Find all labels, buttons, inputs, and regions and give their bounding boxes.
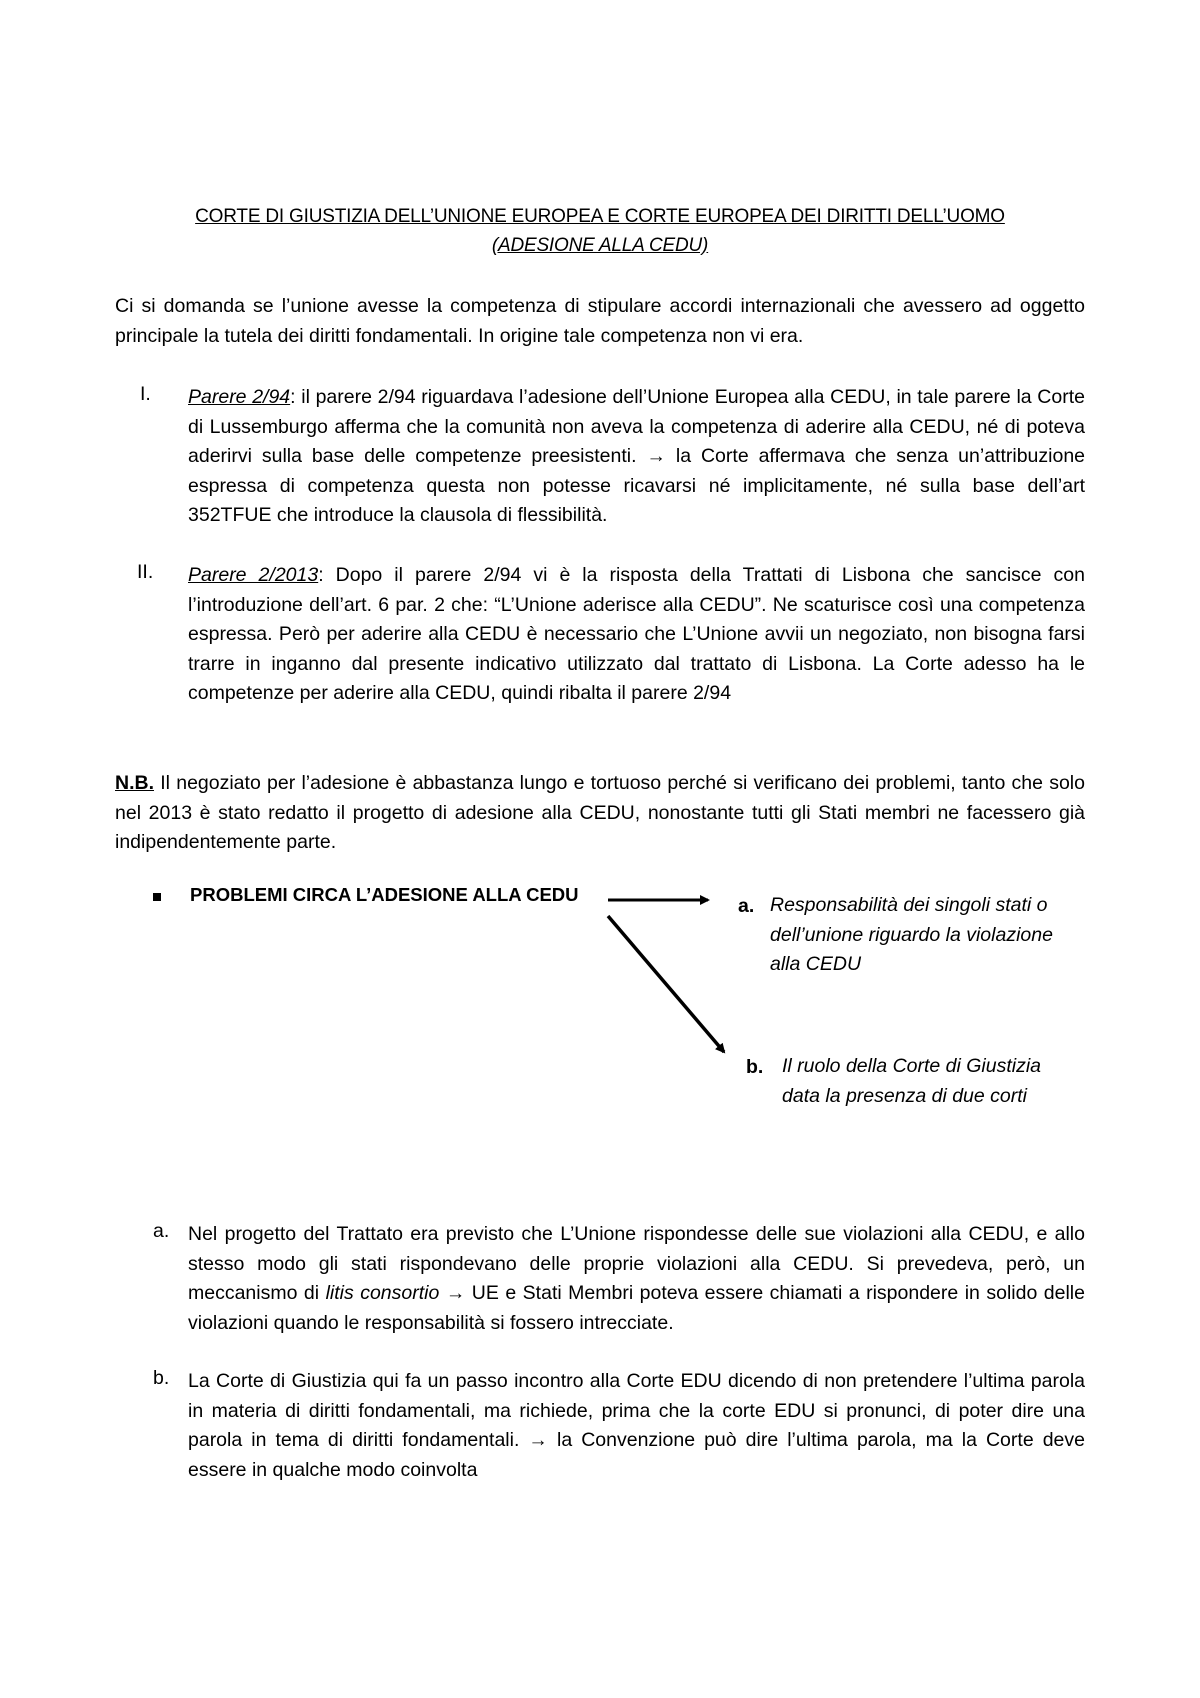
answer-b-marker: b.	[153, 1367, 170, 1389]
item-text: : il parere 2/94 riguardava l’adesione dell’Unione Europea alla CEDU, in tale parere la Corte di Lussemburgo afferma che la comunità non aveva la competenza di aderire alla CEDU, né di poteva aderirvi sulla base delle competenze preesistenti.	[188, 386, 1085, 467]
arrow-icon: →	[519, 1429, 557, 1451]
document-title: CORTE DI GIUSTIZIA DELL’UNIONE EUROPEA E CORTE EUROPEA DEI DIRITTI DELL’UOMO	[195, 206, 1005, 227]
document-subtitle: (ADESIONE ALLA CEDU)	[491, 235, 709, 256]
answer-italic: litis consortio	[325, 1282, 440, 1304]
answer-text-continued: la Convenzione può dire l’ultima parola, ma la Corte deve essere in qualche modo coinvolta	[188, 1429, 1085, 1481]
arrow-diagonal-icon	[608, 916, 724, 1052]
answer-text: Nel progetto del Trattato era previsto che L’Unione rispondesse delle sue violazioni alla CEDU, e allo stesso modo gli stati rispondevano delle proprie violazioni alla CEDU. Si prevedeva, però, un meccanismo di	[188, 1223, 1085, 1304]
answer-a	[188, 1220, 1085, 1338]
problem-a-label: a.	[738, 895, 755, 917]
problem-a-text: Responsabilità dei singoli stati o dell’unione riguardo la violazione alla CEDU	[770, 894, 1053, 975]
nb-label: N.B.	[115, 772, 154, 794]
problems-heading: PROBLEMI CIRCA L’ADESIONE ALLA CEDU	[190, 884, 579, 905]
answer-text-continued: UE e Stati Membri poteva essere chiamati a rispondere in solido delle violazioni quando le responsabilità si fossero intrecciate.	[188, 1282, 1085, 1334]
intro-paragraph: Ci si domanda se l’unione avesse la competenza di stipulare accordi internazionali che avessero ad oggetto principale la tutela dei diritti fondamentali. In origine tale competenza non vi era.	[115, 295, 1085, 347]
item-text-continued: la Corte affermava che senza un’attribuzione espressa di competenza questa non potesse ricavarsi né implicitamente, né sulla base dell’art 352TFUE che introduce la clausola di flessibilità.	[188, 445, 1086, 526]
answer-b	[188, 1367, 1085, 1485]
numeral-i: I.	[140, 383, 151, 405]
nb-text: Il negoziato per l’adesione è abbastanza lungo e tortuoso perché si verificano dei problemi, tanto che solo nel 2013 è stato redatto il progetto di adesione alla CEDU, nonostante tutti gli Stati membri ne facessero già indipendentemente parte.	[115, 772, 1085, 853]
item-label: Parere 2/2013	[188, 564, 319, 586]
arrow-icon: →	[439, 1282, 472, 1304]
answer-a-marker: a.	[153, 1220, 170, 1242]
problem-b-text: Il ruolo della Corte di Giustizia data la presenza di due corti	[782, 1055, 1042, 1107]
arrow-icon: →	[646, 445, 666, 467]
item-label: Parere 2/94	[188, 386, 291, 408]
item-text: : Dopo il parere 2/94 vi è la risposta della Trattati di Lisbona che sancisce con l’introduzione dell’art. 6 par. 2 che: “L’Unione aderisce alla CEDU”. Ne scaturisce così una competenza espressa. Però per aderire alla CEDU è necessario che L’Unione avvii un negoziato, non bisogna farsi trarre in inganno dal presente indicativo utilizzato dal trattato di Lisbona. La Corte adesso ha le competenze per aderire alla CEDU, quindi ribalta il parere 2/94	[188, 564, 1085, 704]
problem-b-label: b.	[746, 1056, 764, 1078]
numeral-ii: II.	[137, 561, 154, 583]
answer-text: La Corte di Giustizia qui fa un passo incontro alla Corte EDU dicendo di non pretendere l’ultima parola in materia di diritti fondamentali, ma richiede, prima che la corte EDU si pronunci, di poter dire una parola in tema di diritti fondamentali.	[188, 1370, 1085, 1451]
